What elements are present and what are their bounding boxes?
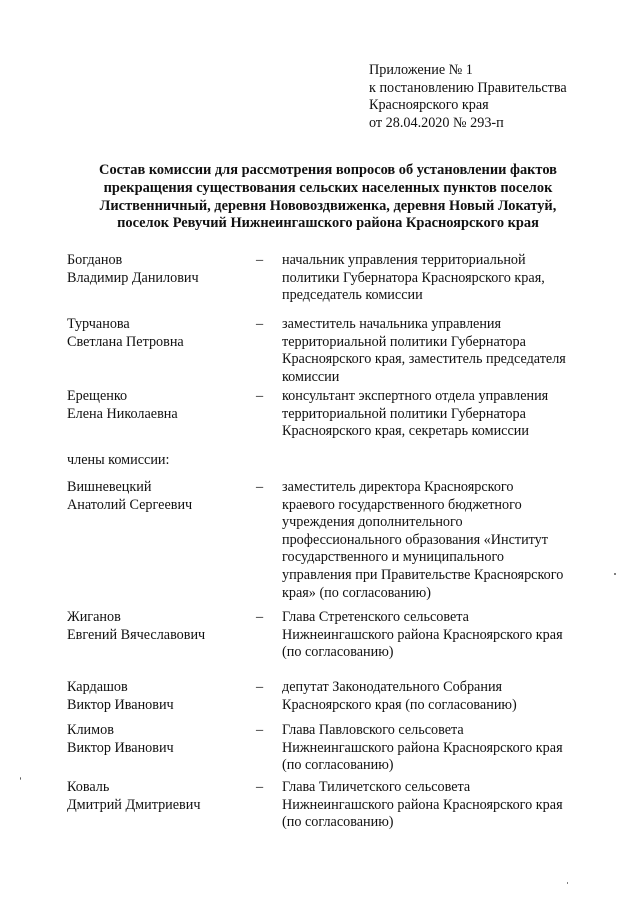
person-name (67, 779, 252, 814)
role-line: Красноярского края, секретарь комиссии (282, 423, 529, 440)
person-role (282, 609, 602, 662)
members-section-label: члены комиссии: (67, 452, 170, 468)
title-line: Лиственничный, деревня Нововоздвиженка, деревня Новый Локатуй, (99, 197, 557, 214)
role-line: (по согласованию) (282, 644, 394, 661)
person-given-names: Дмитрий Дмитриевич (67, 796, 201, 813)
role-line: комиссии (282, 368, 340, 385)
dash-separator: – (256, 316, 264, 332)
person-surname: Вишневецкий (67, 479, 152, 495)
scan-speck (614, 573, 616, 575)
person-role (282, 779, 602, 832)
person-name (67, 679, 252, 714)
role-line: государственного и муниципального (282, 549, 505, 566)
dash-separator: – (256, 388, 264, 404)
role-line: политики Губернатора Красноярского края, (282, 269, 545, 286)
dash-separator: – (256, 722, 264, 738)
role-line: председатель комиссии (282, 287, 423, 304)
role-line: управления при Правительстве Красноярского (282, 566, 564, 583)
person-surname: Жиганов (67, 609, 121, 625)
role-line: учреждения дополнительного (282, 514, 463, 531)
appendix-date-number: от 28.04.2020 № 293-п (369, 114, 504, 131)
person-role (282, 722, 602, 775)
person-surname: Ерещенко (67, 388, 128, 404)
role-line: края» (по согласованию) (282, 584, 431, 601)
person-role (282, 388, 602, 441)
person-given-names: Светлана Петровна (67, 333, 184, 350)
person-surname: Кардашов (67, 679, 128, 695)
scan-speck (20, 777, 21, 780)
person-given-names: Владимир Данилович (67, 269, 199, 286)
person-given-names: Виктор Иванович (67, 739, 174, 756)
role-line: Нижнеингашского района Красноярского края (282, 739, 563, 756)
role-line: Глава Стретенского сельсовета (282, 609, 469, 625)
dash-separator: – (256, 679, 264, 695)
person-role (282, 316, 602, 386)
role-line: Нижнеингашского района Красноярского края (282, 626, 563, 643)
dash-separator: – (256, 479, 264, 495)
person-role (282, 679, 602, 714)
person-surname: Турчанова (67, 316, 130, 332)
appendix-number: Приложение № 1 (369, 62, 473, 78)
dash-separator: – (256, 609, 264, 625)
role-line: заместитель начальника управления (282, 316, 502, 332)
person-given-names: Елена Николаевна (67, 405, 178, 422)
person-name (67, 316, 252, 351)
dash-separator: – (256, 252, 264, 268)
appendix-header (369, 62, 567, 132)
person-surname: Коваль (67, 779, 110, 795)
person-name (67, 722, 252, 757)
role-line: начальник управления территориальной (282, 252, 526, 268)
appendix-reference: к постановлению Правительства (369, 79, 567, 96)
person-name (67, 479, 252, 514)
role-line: депутат Законодательного Собрания (282, 679, 503, 695)
person-role (282, 479, 602, 602)
role-line: профессионального образования «Институт (282, 531, 548, 548)
person-name (67, 388, 252, 423)
role-line: Красноярского края, заместитель председателя (282, 351, 566, 368)
scan-speck (567, 882, 568, 884)
person-surname: Климов (67, 722, 114, 738)
role-line: территориальной политики Губернатора (282, 333, 526, 350)
title-line: поселок Ревучий Нижнеингашского района Красноярского края (117, 215, 539, 232)
role-line: Красноярского края (по согласованию) (282, 696, 517, 713)
title-line: прекращения существования сельских населенных пунктов поселок (103, 179, 553, 196)
person-name (67, 609, 252, 644)
role-line: Нижнеингашского района Красноярского края (282, 796, 563, 813)
title-line: Состав комиссии для рассмотрения вопросов об установлении фактов (99, 162, 557, 178)
role-line: (по согласованию) (282, 757, 394, 774)
person-surname: Богданов (67, 252, 123, 268)
person-role (282, 252, 602, 305)
appendix-region: Красноярского края (369, 97, 489, 113)
role-line: Глава Тиличетского сельсовета (282, 779, 471, 795)
person-given-names: Анатолий Сергеевич (67, 496, 193, 513)
person-given-names: Евгений Вячеславович (67, 626, 206, 643)
role-line: территориальной политики Губернатора (282, 405, 526, 422)
document-title (78, 162, 578, 233)
dash-separator: – (256, 779, 264, 795)
person-name (67, 252, 252, 287)
person-given-names: Виктор Иванович (67, 696, 174, 713)
role-line: заместитель директора Красноярского (282, 479, 514, 495)
role-line: (по согласованию) (282, 814, 394, 831)
role-line: Глава Павловского сельсовета (282, 722, 464, 738)
role-line: краевого государственного бюджетного (282, 496, 522, 513)
role-line: консультант экспертного отдела управления (282, 388, 549, 404)
